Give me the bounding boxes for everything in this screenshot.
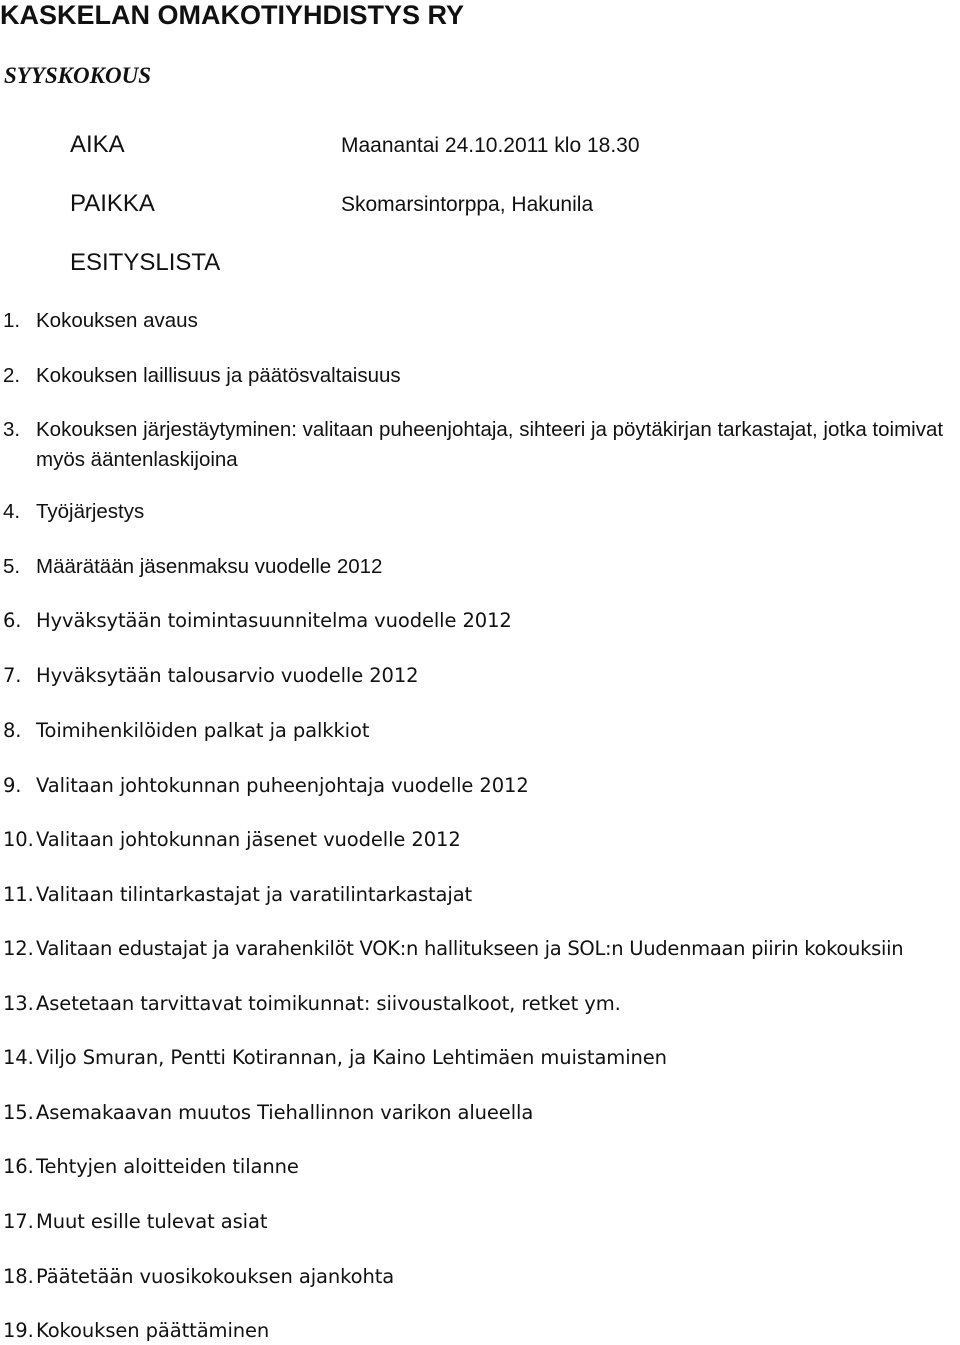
- agenda-item-number: 16.: [3, 1155, 34, 1178]
- agenda-item-text: Päätetään vuosikokouksen ajankohta: [36, 1265, 395, 1288]
- agenda-item-number: 1.: [3, 309, 21, 332]
- agenda-item-number: 15.: [3, 1101, 34, 1124]
- agenda-heading: ESITYSLISTA: [70, 249, 221, 276]
- agenda-item-number: 10.: [3, 828, 34, 851]
- time-label: AIKA: [70, 131, 125, 158]
- place-label: PAIKKA: [70, 190, 155, 217]
- time-value: Maanantai 24.10.2011 klo 18.30: [341, 134, 640, 157]
- agenda-item-number: 19.: [3, 1319, 34, 1342]
- agenda-item-number: 13.: [3, 992, 34, 1015]
- agenda-item-text: Määrätään jäsenmaksu vuodelle 2012: [36, 555, 383, 578]
- agenda-item-number: 4.: [3, 500, 21, 523]
- meeting-title: SYYSKOKOUS: [4, 63, 151, 88]
- agenda-item-number: 6.: [3, 609, 22, 632]
- agenda-item-text: Asetetaan tarvittavat toimikunnat: siivoustalkoot, retket ym.: [36, 992, 621, 1015]
- agenda-item-number: 14.: [3, 1046, 34, 1069]
- agenda-item-text: Kokouksen avaus: [36, 309, 198, 332]
- agenda-item-text: Kokouksen laillisuus ja päätösvaltaisuus: [36, 364, 401, 387]
- agenda-item-number: 5.: [3, 555, 21, 578]
- agenda-item-text: Muut esille tulevat asiat: [36, 1210, 268, 1233]
- agenda-item-text: Asemakaavan muutos Tiehallinnon varikon alueella: [36, 1101, 534, 1124]
- agenda-item-text: Tehtyjen aloitteiden tilanne: [36, 1155, 299, 1178]
- agenda-item-text: Toimihenkilöiden palkat ja palkkiot: [36, 719, 370, 742]
- agenda-item-text: Työjärjestys: [36, 500, 145, 523]
- agenda-item-text: Hyväksytään talousarvio vuodelle 2012: [36, 664, 419, 687]
- agenda-item-number: 9.: [3, 774, 22, 797]
- place-value: Skomarsintorppa, Hakunila: [341, 193, 594, 216]
- agenda-item-text: Hyväksytään toimintasuunnitelma vuodelle 2012: [36, 609, 512, 632]
- agenda-item-text: Valitaan johtokunnan jäsenet vuodelle 2012: [36, 828, 461, 851]
- agenda-item-number: 11.: [3, 883, 34, 906]
- agenda-item-number: 8.: [3, 719, 22, 742]
- agenda-item-text: Valitaan edustajat ja varahenkilöt VOK:n hallitukseen ja SOL:n Uudenmaan piirin kokouksiin: [36, 937, 904, 960]
- organization-title: KASKELAN OMAKOTIYHDISTYS RY: [0, 0, 465, 30]
- agenda-item-number: 12.: [3, 937, 34, 960]
- agenda-item-text: Valitaan johtokunnan puheenjohtaja vuodelle 2012: [36, 774, 529, 797]
- agenda-item-number: 18.: [3, 1265, 34, 1288]
- agenda-item-text: Viljo Smuran, Pentti Kotirannan, ja Kaino Lehtimäen muistaminen: [36, 1046, 667, 1069]
- agenda-item-number: 2.: [3, 364, 21, 387]
- agenda-item-text: Kokouksen järjestäytyminen: valitaan puheenjohtaja, sihteeri ja pöytäkirjan tarkastajat, jotka toimivat myös ääntenlaskijoina: [36, 418, 944, 471]
- agenda-item-number: 17.: [3, 1210, 34, 1233]
- agenda-item-text: Valitaan tilintarkastajat ja varatilintarkastajat: [36, 883, 473, 906]
- agenda-item-number: 7.: [3, 664, 22, 687]
- agenda-item-text: Kokouksen päättäminen: [36, 1319, 270, 1342]
- agenda-item-number: 3.: [3, 418, 21, 441]
